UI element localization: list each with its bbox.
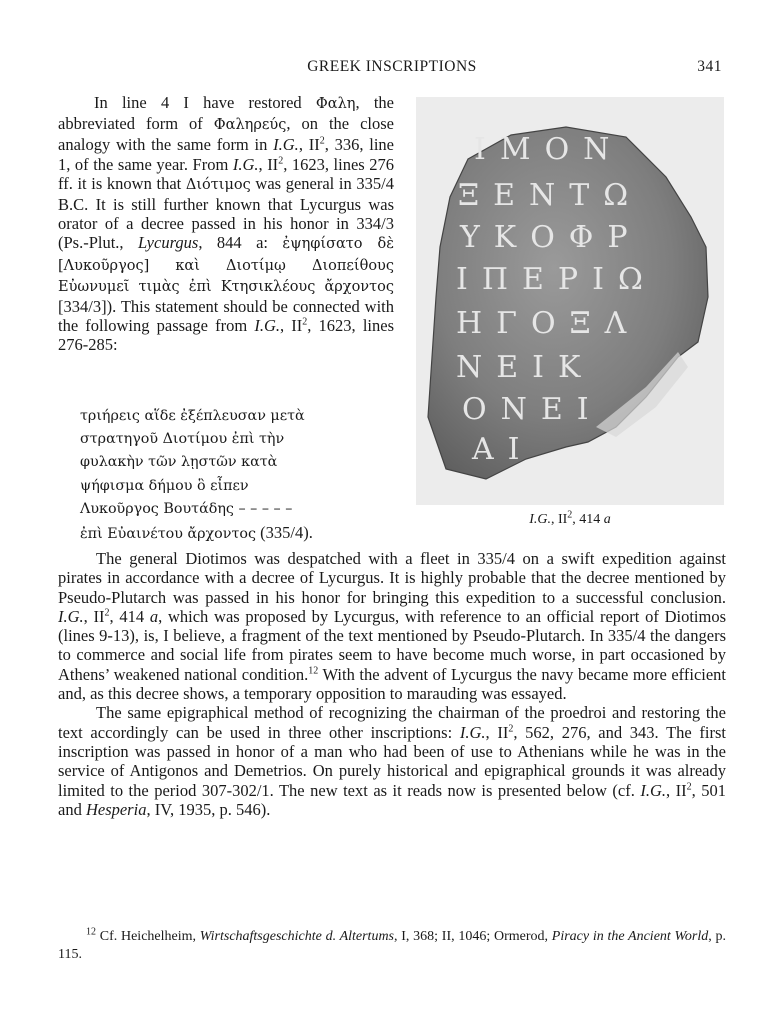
stone-fragment-image bbox=[416, 97, 724, 505]
inscription-row: ΗΓΟΞΛ bbox=[456, 306, 641, 341]
inscription-row: ΞΕΝΤΩ bbox=[458, 178, 643, 213]
footnote-reference: 12 bbox=[308, 665, 319, 677]
inscription-row: ΙΜΟΝ bbox=[474, 132, 624, 167]
inscription-row: ΥΚΟΦΡ bbox=[460, 220, 642, 255]
paragraph: In line 4 I have restored Φαλη, the abbreviated form of Φαληρεύς, on the close analogy with the same form in I.G., $II^2$, 336, line 1, of the same year. From I.G., $II^2$, 1623, lines 276 ff. it is known that Διότιμος was general in 335/4 B.C. It is still further known that Lycurgus was orator of a decree passed in his honor in 334/3 (Ps.-Plut., Lycurgus, 844 a: ἐψηφίσατο δὲ [Λυκοῦργος] καὶ Διοτίμῳ Διοπείθους Εὐωνυμεῖ τιμὰς ἐπὶ Κτησικλέους ἄρχοντος [334/3]). This statement should be connected with the following passage from I.G., $II^2$, 1623, lines 276-285: bbox=[58, 93, 394, 355]
running-title: GREEK INSCRIPTIONS bbox=[307, 58, 477, 75]
greek-line: φυλακὴν τῶν λῃστῶν κατὰ bbox=[80, 454, 278, 471]
greek-line: ἐπὶ Εὐαινέτου ἄρχοντος (335/4). bbox=[80, 523, 313, 543]
inscription-row: ΙΠΕΡΙΩ bbox=[456, 262, 657, 297]
paragraph: The same epigraphical method of recognizing the chairman of the proedroi and restoring the text accordingly can be used in three other inscriptions: I.G., $II^2$, 562, 276, and 343. The first inscription was passed in honor of a man who had been of use to Athenians while he was in the service of Antigonos and Demetrios. On purely historical and epigraphical grounds it was already limited to the period 307-302/1. The new text as it reads now is presented below (cf. I.G., $II^2$, 501 and Hesperia, IV, 1935, p. 546). bbox=[58, 703, 727, 819]
footnote bbox=[58, 928, 726, 964]
inscription-row: ΑΙ bbox=[472, 432, 534, 467]
footnote-text: $^{12}$ Cf. Heichelheim, Wirtschaftsgeschichte d. Altertums, I, 368; II, 1046; Ormerod, Piracy in the Ancient World, p. 115. bbox=[58, 926, 727, 962]
running-header bbox=[0, 58, 784, 78]
greek-line: ψήφισμα δήμου ὃ εἶπεν bbox=[80, 477, 249, 494]
main-body-text bbox=[58, 549, 726, 819]
greek-line: στρατηγοῦ Διοτίμου ἐπὶ τὴν bbox=[80, 431, 285, 448]
page-number: 341 bbox=[697, 58, 722, 75]
greek-quotation-block bbox=[80, 405, 400, 546]
inscription-row: ΟΝΕΙ bbox=[462, 392, 603, 427]
paragraph: The general Diotimos was despatched with a fleet in 335/4 on a swift expedition against pirates in accordance with a decree of Lycurgus. It is highly probable that the decree mentioned by Pseudo-Plutarch was passed in his honor for bringing this expedition to a successful conclusion. I.G., $II^2$, 414 a, which was proposed by Lycurgus, with reference to an official report of Diotimos (lines 9-13), is, I believe, a fragment of the text mentioned by Pseudo-Plutarch. In 335/4 the dangers to commerce and social life from pirates seem to have become much worse, in part occasioned by Athens’ weakened national condition.$^{12}$ With the advent of Lycurgus the navy became more efficient and, as this decree shows, a temporary opposition to marauding was essayed. bbox=[58, 549, 727, 704]
greek-line: Λυκοῦργος Βουτάδης – – – – – bbox=[80, 500, 293, 517]
inscription-row: ΝΕΙΚ bbox=[456, 350, 595, 385]
greek-line: τριήρεις αἵδε ἐξέπλευσαν μετὰ bbox=[80, 408, 305, 424]
left-column-text bbox=[58, 93, 394, 355]
photo-caption: I.G., $II^2$, 414 a bbox=[529, 509, 611, 527]
inscription-photo bbox=[416, 97, 724, 505]
